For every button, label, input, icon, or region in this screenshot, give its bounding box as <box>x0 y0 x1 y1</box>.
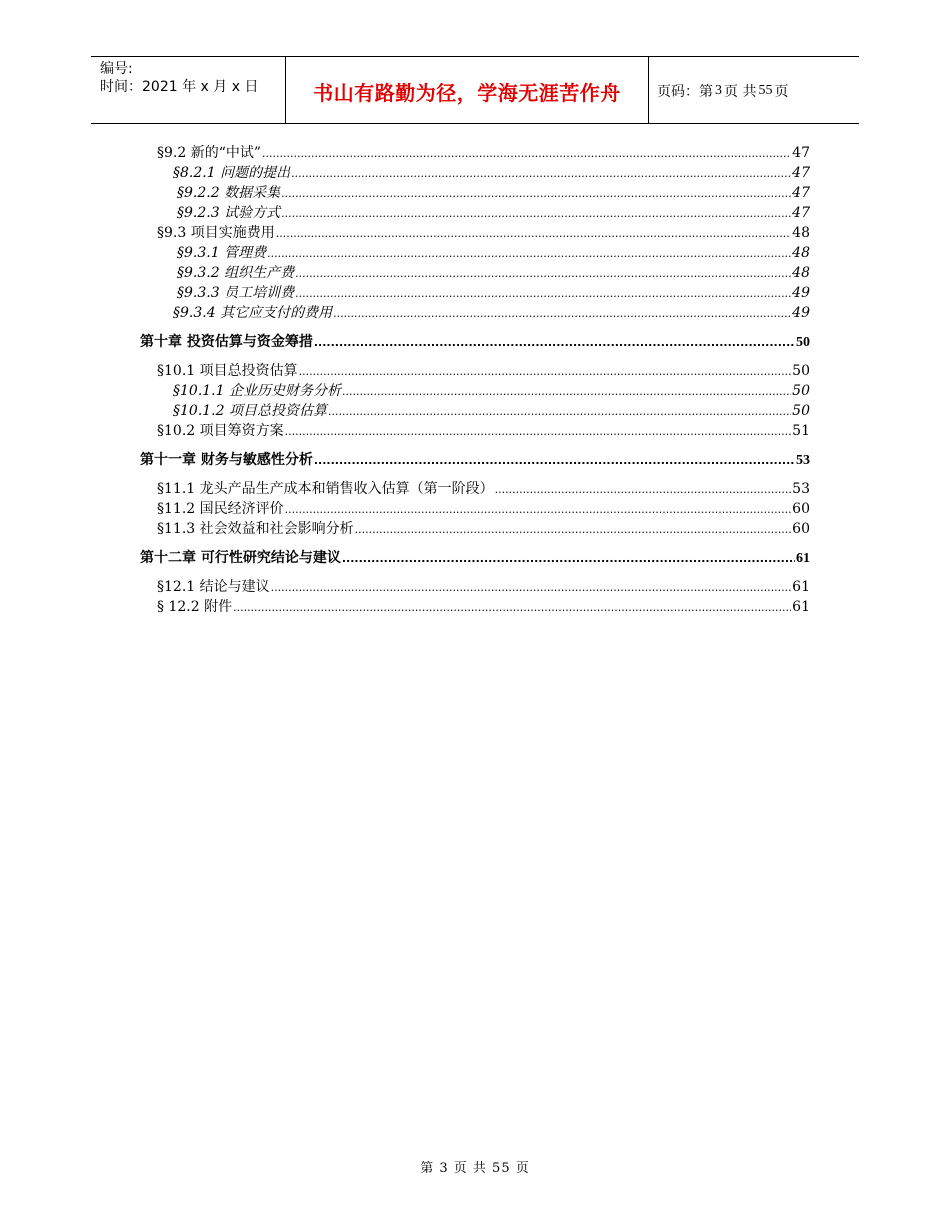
toc-entry-label: §9.3 项目实施费用 <box>157 225 275 241</box>
toc-entry[interactable] <box>140 499 810 519</box>
toc-entry-page: 50 <box>796 335 810 350</box>
header-motto: 书山有路勤为径，学海无涯苦作舟 <box>286 57 649 123</box>
toc-entry-page: 47 <box>792 205 810 221</box>
toc-entry-page: 51 <box>792 423 810 439</box>
toc-entry-label: 第十一章 财务与敏感性分析 <box>140 452 313 468</box>
toc-entry[interactable] <box>140 203 810 223</box>
toc-entry[interactable] <box>140 283 810 303</box>
toc-entry-label: §12.1 结论与建议 <box>157 579 270 595</box>
toc-entry-page: 47 <box>792 165 810 181</box>
toc-entry[interactable] <box>140 401 810 421</box>
toc-entry-page: 49 <box>792 305 810 321</box>
toc-entry-page: 50 <box>792 363 810 379</box>
toc-entry[interactable] <box>140 597 810 617</box>
toc-entry[interactable] <box>140 361 810 381</box>
header-meta <box>91 57 286 123</box>
toc-entry-page: 60 <box>792 501 810 517</box>
toc-leader-dots <box>495 480 792 500</box>
toc-entry-page: 61 <box>792 599 810 615</box>
toc-entry-label: 第十二章 可行性研究结论与建议 <box>140 550 341 566</box>
toc-entry[interactable] <box>140 143 810 163</box>
toc-entry-page: 61 <box>796 551 810 566</box>
toc-entry[interactable] <box>140 577 810 597</box>
toc-leader-dots <box>262 144 791 164</box>
toc-entry-label: 第十章 投资估算与资金筹措 <box>140 334 313 350</box>
toc-entry-page: 50 <box>792 383 810 399</box>
toc-leader-dots <box>342 549 795 569</box>
page-current: 3 <box>715 83 722 98</box>
toc-entry-label: §9.3.3 员工培训费 <box>177 285 295 301</box>
toc-entry-page: 61 <box>792 579 810 595</box>
toc-leader-dots <box>328 402 791 422</box>
toc-entry-label: §10.1.1 企业历史财务分析 <box>173 383 341 399</box>
toc-leader-dots <box>281 204 791 224</box>
document-code: 编号: <box>100 61 133 77</box>
toc-chapter-entry[interactable] <box>140 332 810 352</box>
toc-leader-dots <box>281 184 791 204</box>
page-total: 55 <box>758 83 773 98</box>
toc-leader-dots <box>291 164 791 184</box>
toc-entry-label: §9.2.2 数据采集 <box>177 185 281 201</box>
toc-entry-label: §10.1 项目总投资估算 <box>157 363 298 379</box>
toc-leader-dots <box>285 422 792 442</box>
page-header <box>91 56 859 124</box>
toc-entry-page: 48 <box>792 265 810 281</box>
toc-entry-page: 48 <box>792 225 810 241</box>
toc-entry[interactable] <box>140 183 810 203</box>
toc-entry[interactable] <box>140 263 810 283</box>
toc-entry[interactable] <box>140 421 810 441</box>
toc-leader-dots <box>314 333 795 353</box>
toc-entry[interactable] <box>140 163 810 183</box>
toc-entry-label: §9.3.2 组织生产费 <box>177 265 295 281</box>
toc-entry-label: §10.2 项目筹资方案 <box>157 423 284 439</box>
toc-leader-dots <box>314 451 795 471</box>
toc-leader-dots <box>285 500 792 520</box>
toc-entry-label: § 12.2 附件 <box>157 599 233 615</box>
document-time: 时间：2021 年 x 月 x 日 <box>100 79 259 95</box>
toc-entry-page: 53 <box>796 453 810 468</box>
toc-leader-dots <box>295 284 791 304</box>
page-label-prefix: 页码：第 <box>657 84 713 100</box>
toc-leader-dots <box>271 578 792 598</box>
page-label-suffix: 页 <box>774 84 789 100</box>
toc-entry-page: 47 <box>792 145 810 161</box>
toc-entry-page: 49 <box>792 285 810 301</box>
toc-entry-label: §10.1.2 项目总投资估算 <box>173 403 327 419</box>
toc-entry[interactable] <box>140 223 810 243</box>
toc-leader-dots <box>333 304 791 324</box>
header-page-number <box>649 57 859 123</box>
toc-entry-page: 53 <box>792 481 810 497</box>
toc-leader-dots <box>233 598 791 618</box>
page-footer: 第 3 页 共 55 页 <box>420 1161 530 1176</box>
toc-leader-dots <box>295 264 791 284</box>
toc-chapter-entry[interactable] <box>140 548 810 568</box>
toc-entry[interactable] <box>140 381 810 401</box>
toc-leader-dots <box>267 244 791 264</box>
toc-entry-label: §9.2 新的“中试” <box>157 145 262 161</box>
toc-entry-page: 50 <box>792 403 810 419</box>
toc-chapter-entry[interactable] <box>140 450 810 470</box>
toc-entry[interactable] <box>140 519 810 539</box>
toc-entry-page: 48 <box>792 245 810 261</box>
toc-entry-page: 60 <box>792 521 810 537</box>
page-label-mid: 页 共 <box>724 84 757 100</box>
toc-entry-page: 47 <box>792 185 810 201</box>
toc-entry-label: §11.1 龙头产品生产成本和销售收入估算（第一阶段） <box>157 481 494 497</box>
toc-entry-label: §9.3.4 其它应支付的费用 <box>173 305 333 321</box>
toc-entry-label: §9.2.3 试验方式 <box>177 205 281 221</box>
table-of-contents <box>140 143 810 617</box>
toc-entry[interactable] <box>140 479 810 499</box>
toc-leader-dots <box>276 224 791 244</box>
toc-entry-label: §11.2 国民经济评价 <box>157 501 284 517</box>
toc-leader-dots <box>342 382 791 402</box>
toc-entry[interactable] <box>140 303 810 323</box>
toc-entry-label: §11.3 社会效益和社会影响分析 <box>157 521 354 537</box>
toc-entry-label: §9.3.1 管理费 <box>177 245 267 261</box>
toc-entry[interactable] <box>140 243 810 263</box>
toc-leader-dots <box>355 520 792 540</box>
toc-leader-dots <box>299 362 792 382</box>
toc-entry-label: §8.2.1 问题的提出 <box>173 165 291 181</box>
